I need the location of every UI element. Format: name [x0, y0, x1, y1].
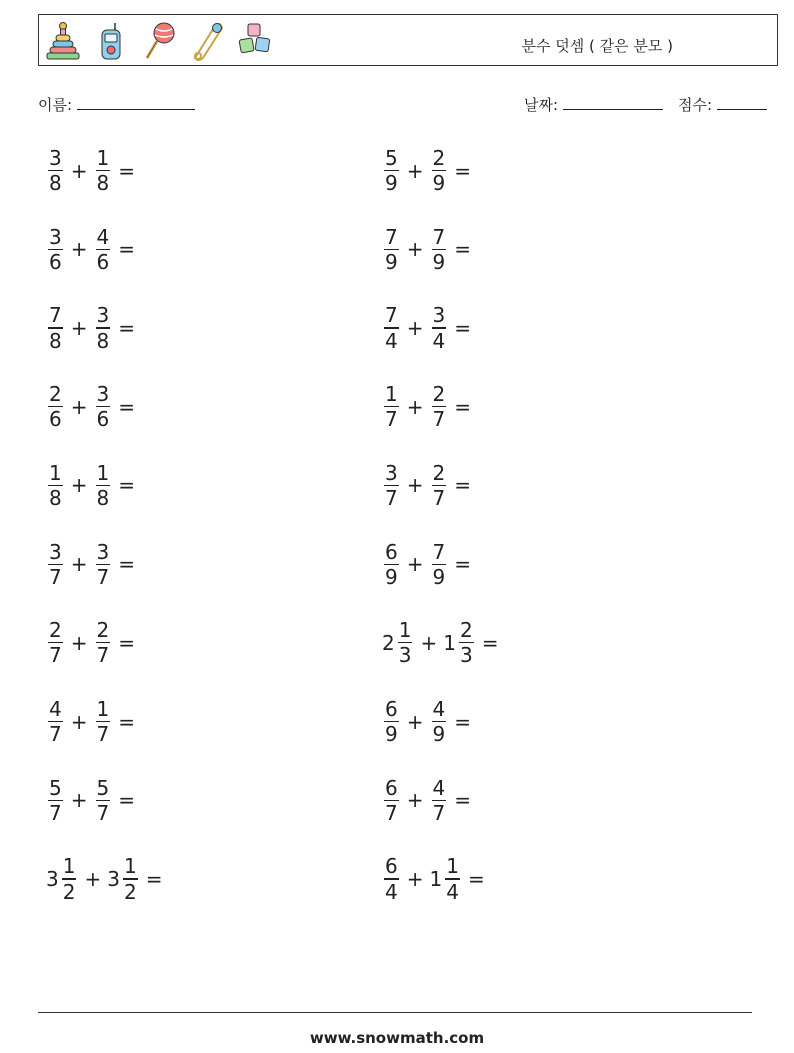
plus-sign: + [70, 394, 88, 419]
numerator: 1 [123, 854, 137, 879]
fraction [96, 226, 111, 273]
denominator: 8 [49, 328, 62, 353]
numerator: 2 [432, 382, 446, 407]
fraction [459, 619, 474, 666]
problem-item [46, 541, 141, 588]
denominator: 9 [385, 249, 398, 274]
denominator: 7 [385, 407, 398, 432]
problem-item [382, 541, 477, 588]
denominator: 7 [49, 800, 62, 825]
equals-sign: = [454, 473, 471, 498]
plus-sign: + [406, 158, 424, 183]
numerator: 2 [49, 382, 62, 407]
numerator: 7 [432, 224, 446, 249]
numerator: 3 [49, 224, 62, 249]
plus-sign: + [70, 788, 88, 813]
problem-item [382, 462, 477, 509]
fraction [48, 226, 63, 273]
numerator: 4 [96, 224, 110, 249]
numerator: 2 [459, 618, 473, 643]
problem-item [382, 147, 477, 194]
fraction [398, 619, 413, 666]
fraction [384, 698, 399, 745]
date-field [524, 94, 663, 115]
whole-number: 1 [443, 630, 456, 655]
denominator: 9 [385, 564, 398, 589]
whole-number: 3 [46, 866, 59, 891]
denominator: 8 [96, 486, 110, 511]
denominator: 7 [96, 643, 110, 668]
denominator: 7 [385, 800, 398, 825]
numerator: 1 [96, 146, 110, 170]
denominator: 3 [398, 643, 412, 668]
equals-sign: = [454, 709, 471, 734]
numerator: 3 [96, 382, 110, 407]
fraction [48, 304, 63, 351]
denominator: 9 [432, 249, 446, 274]
date-label: 날짜: [524, 96, 559, 114]
numerator: 5 [96, 775, 110, 800]
numerator: 7 [49, 303, 62, 328]
whole-number: 1 [429, 866, 443, 891]
equals-sign: = [118, 316, 135, 341]
footer-divider [38, 1012, 752, 1013]
denominator: 7 [49, 564, 62, 589]
equals-sign: = [454, 788, 471, 813]
denominator: 7 [49, 722, 62, 747]
plus-sign: + [406, 866, 424, 891]
plus-sign: + [84, 866, 102, 891]
denominator: 7 [96, 564, 110, 589]
numerator: 3 [49, 146, 62, 170]
plus-sign: + [406, 552, 424, 577]
plus-sign: + [406, 788, 424, 813]
denominator: 4 [446, 879, 459, 904]
equals-sign: = [481, 630, 499, 655]
fraction [384, 855, 399, 902]
numerator: 2 [96, 618, 110, 643]
problem-item [382, 777, 477, 824]
denominator: 7 [432, 407, 446, 432]
plus-sign: + [406, 473, 424, 498]
numerator: 7 [385, 224, 398, 249]
numerator: 4 [432, 775, 446, 800]
problem-item [46, 619, 141, 666]
equals-sign: = [118, 552, 135, 577]
problem-item [46, 383, 141, 430]
problem-item [46, 462, 141, 509]
denominator: 4 [385, 879, 398, 904]
equals-sign: = [118, 630, 135, 655]
numerator: 1 [96, 696, 110, 721]
denominator: 6 [49, 407, 62, 432]
abc-blocks-icon [235, 20, 275, 62]
problem-item [382, 304, 477, 351]
problem-item [382, 698, 477, 745]
fraction [96, 462, 111, 509]
denominator: 8 [96, 328, 110, 353]
denominator: 7 [96, 800, 110, 825]
equals-sign: = [467, 866, 485, 891]
name-field [38, 94, 195, 115]
plus-sign: + [420, 630, 438, 655]
numerator: 1 [62, 854, 76, 879]
numerator: 5 [49, 775, 62, 800]
numerator: 1 [385, 382, 398, 407]
problem-item [46, 304, 141, 351]
denominator: 2 [62, 879, 76, 904]
plus-sign: + [406, 237, 424, 262]
numerator: 4 [432, 696, 446, 721]
fraction [96, 541, 111, 588]
problem-item [46, 777, 141, 824]
fraction [384, 777, 399, 824]
numerator: 5 [385, 146, 398, 170]
fraction [445, 855, 460, 902]
denominator: 8 [96, 171, 110, 196]
equals-sign: = [118, 473, 135, 498]
denominator: 6 [96, 249, 110, 274]
fraction [48, 462, 63, 509]
numerator: 2 [432, 146, 446, 170]
denominator: 8 [49, 486, 62, 511]
equals-sign: = [118, 394, 135, 419]
name-blank[interactable] [77, 95, 195, 110]
problem-item [382, 226, 477, 273]
fraction [96, 147, 111, 194]
denominator: 9 [432, 564, 446, 589]
fraction [384, 147, 399, 194]
numerator: 1 [96, 460, 110, 485]
numerator: 6 [385, 696, 398, 721]
equals-sign: = [118, 158, 135, 183]
denominator: 9 [432, 171, 446, 196]
fraction [384, 304, 399, 351]
numerator: 2 [49, 618, 62, 643]
denominator: 7 [432, 800, 446, 825]
fraction [384, 541, 399, 588]
numerator: 7 [432, 539, 446, 564]
equals-sign: = [145, 866, 163, 891]
numerator: 3 [96, 539, 110, 564]
worksheet-title: 분수 덧셈 ( 같은 분모 ) [521, 37, 673, 55]
whole-number: 3 [107, 866, 120, 891]
lollipop-rattle-icon [139, 20, 179, 62]
problem-item [46, 226, 141, 273]
fraction [48, 698, 63, 745]
ring-stacker-icon [43, 20, 83, 62]
fraction [96, 619, 111, 666]
denominator: 7 [432, 486, 446, 511]
denominator: 9 [385, 171, 398, 196]
worksheet-header [38, 14, 778, 66]
fraction [384, 226, 399, 273]
fraction [62, 855, 77, 902]
problem-item [46, 147, 141, 194]
denominator: 7 [49, 643, 62, 668]
fraction [432, 698, 447, 745]
fraction [384, 462, 399, 509]
plus-sign: + [70, 552, 88, 577]
problem-item [46, 855, 168, 902]
fraction [96, 777, 111, 824]
numerator: 6 [385, 775, 398, 800]
numerator: 6 [385, 854, 398, 879]
plus-sign: + [70, 473, 88, 498]
denominator: 7 [96, 722, 110, 747]
fraction [432, 777, 447, 824]
fraction [432, 304, 447, 351]
header-icons [43, 19, 275, 63]
fraction [123, 855, 138, 902]
fraction [432, 541, 447, 588]
score-blank[interactable] [717, 95, 767, 110]
numerator: 1 [49, 460, 62, 485]
equals-sign: = [118, 709, 135, 734]
fraction [48, 541, 63, 588]
numerator: 4 [49, 696, 62, 721]
numerator: 1 [446, 854, 459, 879]
equals-sign: = [454, 158, 471, 183]
name-label: 이름: [38, 96, 73, 114]
denominator: 4 [385, 328, 398, 353]
denominator: 9 [385, 722, 398, 747]
equals-sign: = [454, 316, 471, 341]
score-field [678, 94, 767, 115]
fraction [432, 383, 447, 430]
denominator: 8 [49, 171, 62, 196]
fraction [432, 462, 447, 509]
plus-sign: + [70, 158, 88, 183]
numerator: 7 [385, 303, 398, 328]
numerator: 3 [432, 303, 446, 328]
fraction [96, 698, 111, 745]
fraction [48, 383, 63, 430]
footer-url: www.snowmath.com [309, 1029, 485, 1047]
numerator: 6 [385, 539, 398, 564]
plus-sign: + [70, 237, 88, 262]
plus-sign: + [406, 709, 424, 734]
fraction [48, 147, 63, 194]
denominator: 7 [385, 486, 398, 511]
numerator: 3 [49, 539, 62, 564]
plus-sign: + [70, 709, 88, 734]
fraction [96, 383, 111, 430]
plus-sign: + [70, 316, 88, 341]
denominator: 3 [459, 643, 473, 668]
denominator: 2 [123, 879, 137, 904]
fraction [384, 383, 399, 430]
equals-sign: = [454, 552, 471, 577]
plus-sign: + [406, 394, 424, 419]
equals-sign: = [118, 788, 135, 813]
numerator: 3 [96, 303, 110, 328]
plus-sign: + [70, 630, 88, 655]
denominator: 9 [432, 722, 446, 747]
safety-pin-icon [187, 20, 227, 62]
equals-sign: = [118, 237, 135, 262]
score-label: 점수: [678, 96, 713, 114]
numerator: 2 [432, 460, 446, 485]
baby-monitor-icon [91, 20, 131, 62]
equals-sign: = [454, 394, 471, 419]
denominator: 6 [49, 249, 62, 274]
problem-item [46, 698, 141, 745]
fraction [48, 619, 63, 666]
fraction [432, 147, 447, 194]
denominator: 6 [96, 407, 110, 432]
problem-item [382, 855, 491, 902]
numerator: 1 [398, 618, 412, 643]
fraction [432, 226, 447, 273]
problem-item [382, 383, 477, 430]
plus-sign: + [406, 316, 424, 341]
whole-number: 2 [382, 630, 395, 655]
problem-item [382, 619, 504, 666]
denominator: 4 [432, 328, 446, 353]
fraction [48, 777, 63, 824]
fraction [96, 304, 111, 351]
equals-sign: = [454, 237, 471, 262]
numerator: 3 [385, 460, 398, 485]
date-blank[interactable] [563, 95, 663, 110]
